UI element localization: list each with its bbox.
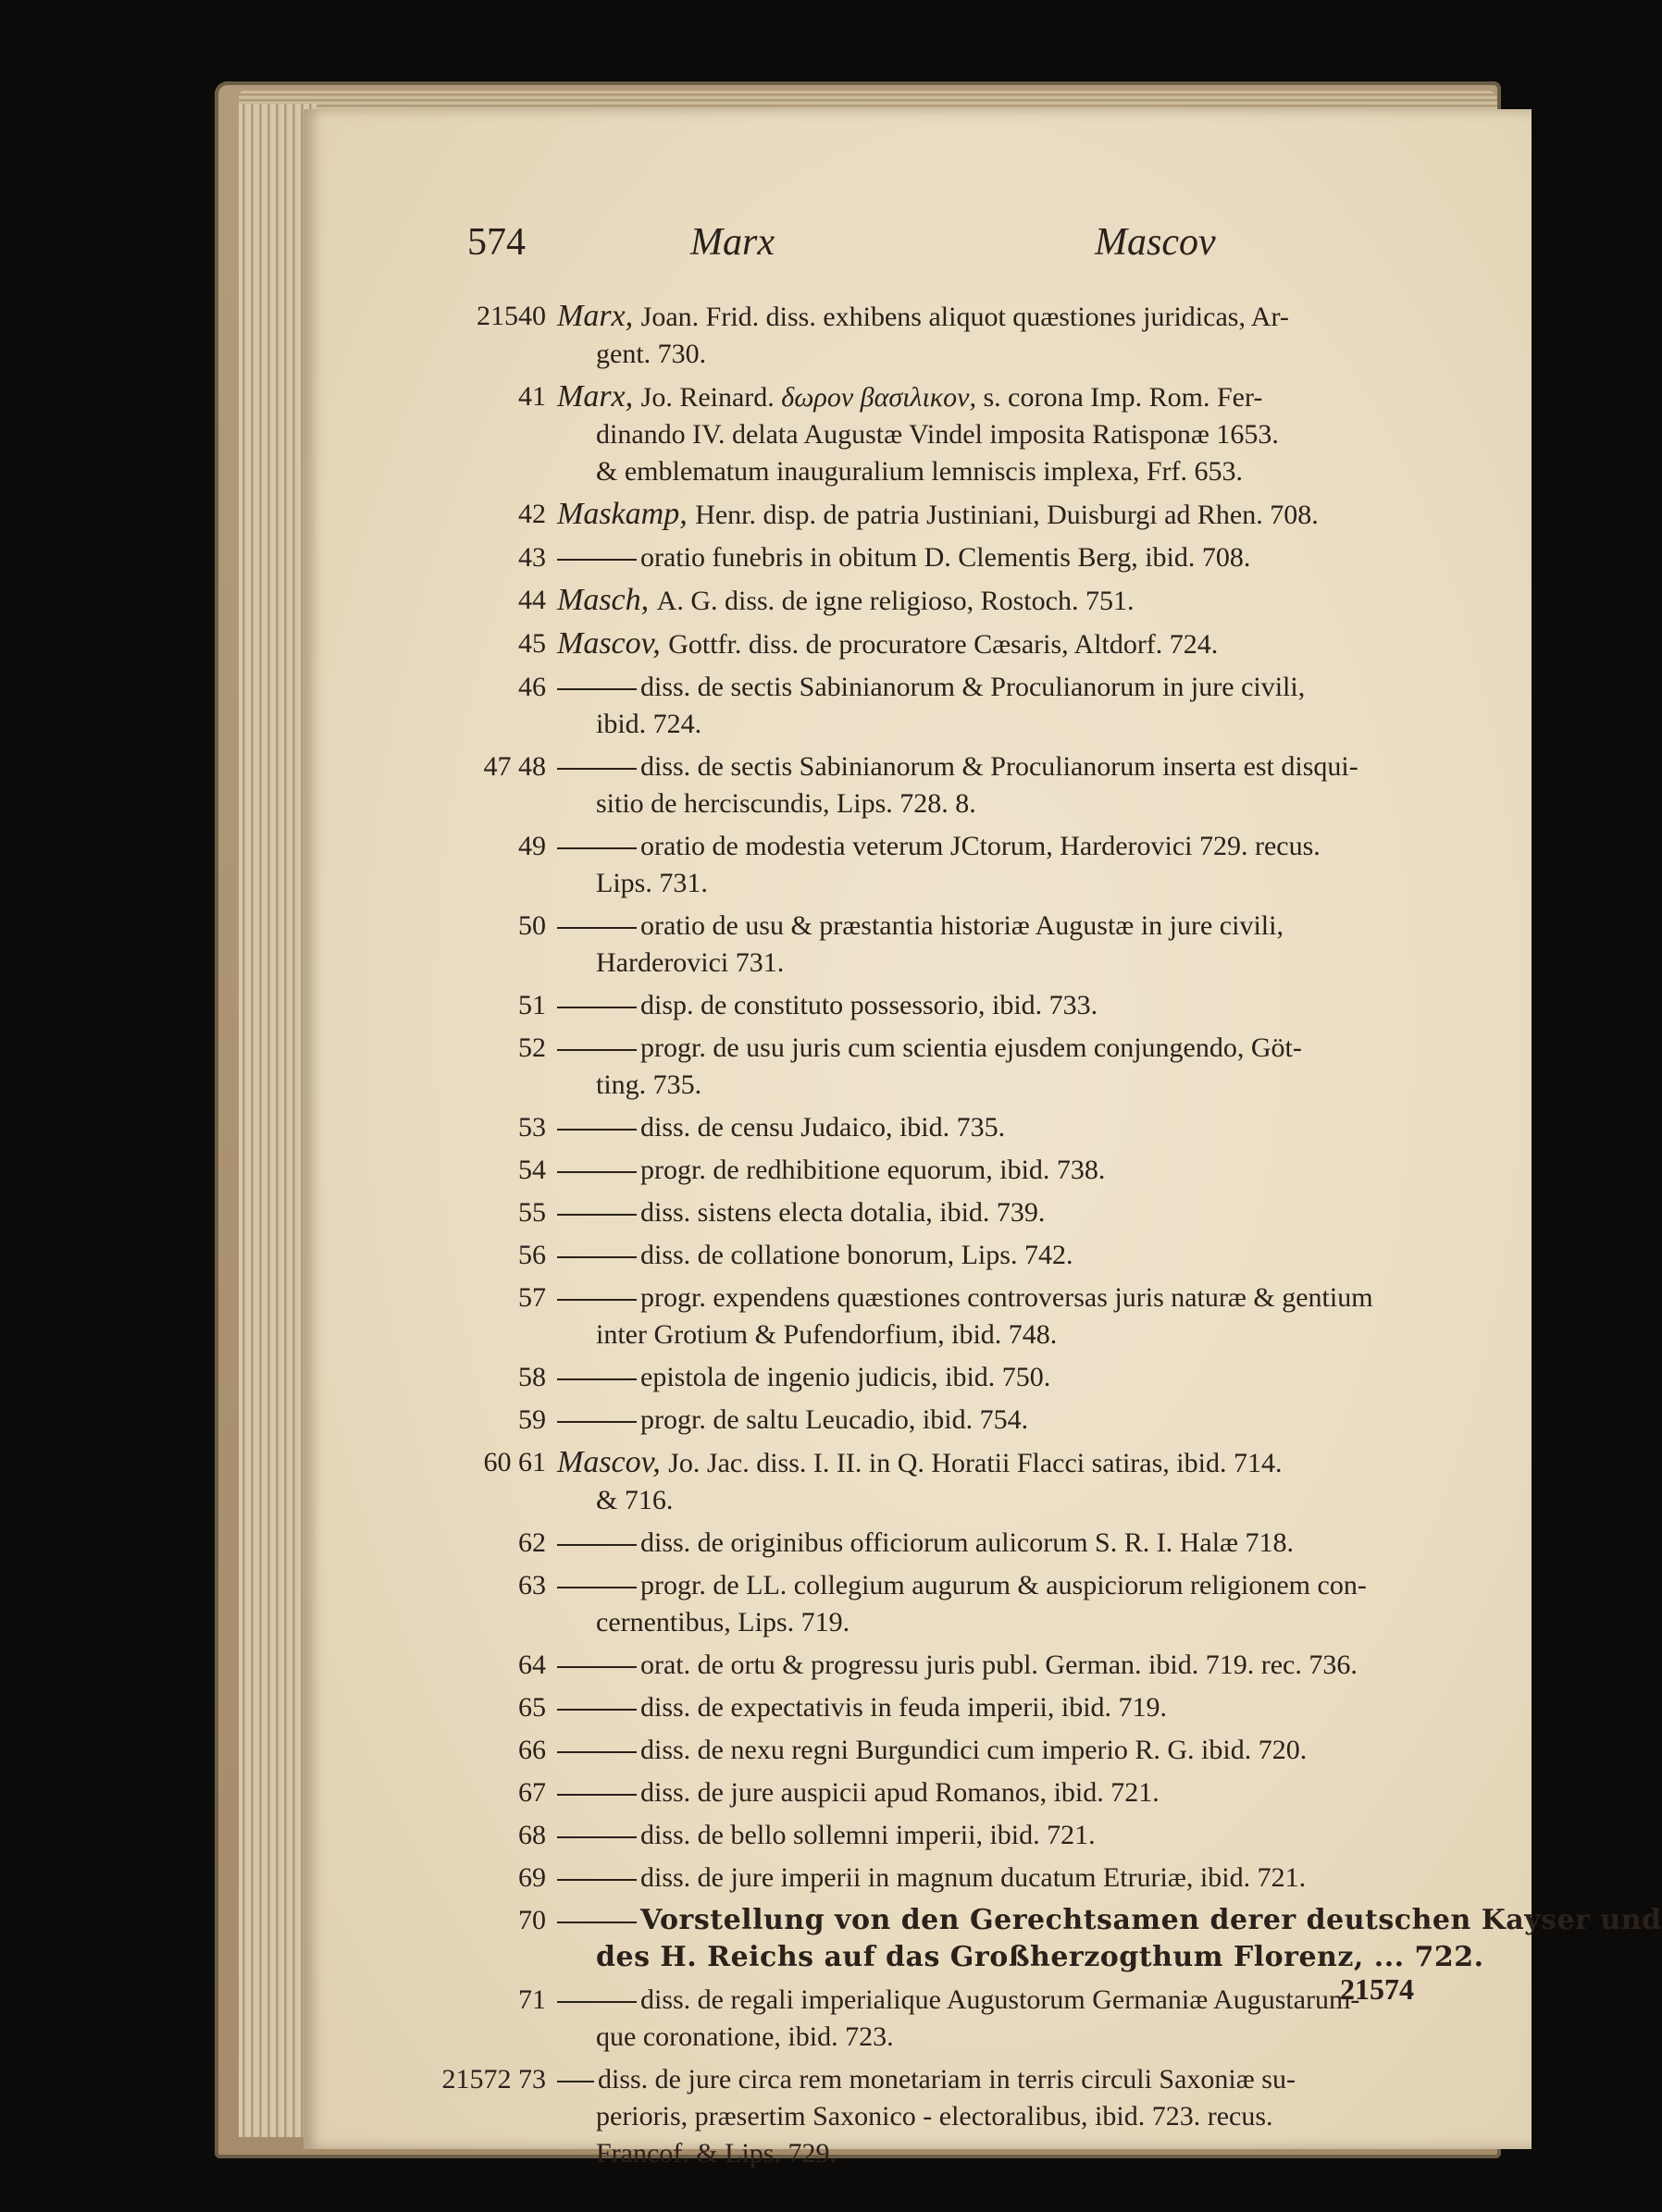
entry-first-line bbox=[557, 1152, 1471, 1189]
ditto-rule bbox=[557, 1007, 637, 1008]
entry-line-text: progr. de saltu Leucadio, ibid. 754. bbox=[640, 1404, 1029, 1435]
entry-text bbox=[557, 1689, 1471, 1726]
entry-line-text: & 716. bbox=[596, 1485, 674, 1515]
entry-text bbox=[557, 539, 1471, 576]
entry-first-line bbox=[557, 828, 1471, 865]
catchword: 21574 bbox=[1340, 1972, 1414, 2006]
entry-number: 70 bbox=[518, 1905, 546, 1935]
ditto-rule bbox=[557, 847, 637, 849]
entry-text bbox=[557, 1030, 1471, 1104]
right-head-word: Mascov bbox=[1095, 221, 1216, 264]
entry-continuation-line bbox=[557, 2135, 1471, 2172]
entry-text bbox=[557, 1279, 1471, 1353]
entry-line-text: epistola de ingenio judicis, ibid. 750. bbox=[640, 1362, 1051, 1392]
entry-text bbox=[557, 1982, 1471, 2056]
entry-line-text: dinando IV. delata Augustæ Vindel imposita Ratisponæ 1653. bbox=[596, 419, 1279, 450]
bibliography-entry bbox=[435, 1030, 1471, 1104]
author-name: Mascov, bbox=[557, 626, 669, 661]
entry-number: 62 bbox=[518, 1527, 546, 1558]
entry-continuation-line bbox=[557, 865, 1471, 902]
entry-text bbox=[557, 748, 1471, 822]
entry-first-line bbox=[557, 1109, 1471, 1146]
ditto-rule bbox=[557, 1922, 637, 1923]
page-top-edges bbox=[239, 91, 1497, 111]
left-head-word: Marx bbox=[690, 221, 775, 264]
entry-line-text: Jo. Jac. diss. I. II. in Q. Horatii Flacci satiras, ibid. 714. bbox=[668, 1448, 1283, 1478]
entry-first-line bbox=[557, 378, 1471, 416]
entry-continuation-line bbox=[557, 1604, 1471, 1641]
entry-text bbox=[557, 1237, 1471, 1274]
entry-first-line bbox=[557, 669, 1471, 706]
entry-number: 56 bbox=[518, 1240, 546, 1270]
entry-number: 54 bbox=[518, 1155, 546, 1185]
entry-text bbox=[557, 908, 1471, 982]
entry-line-text: progr. expendens quæstiones controversas juris naturæ & gentium bbox=[640, 1282, 1373, 1313]
entry-line-text: des H. Reichs auf das Großherzogthum Florenz, ... 722. bbox=[596, 1941, 1484, 1973]
entry-line-text: diss. de sectis Sabinianorum & Proculianorum inserta est disqui- bbox=[640, 751, 1358, 782]
entry-line-text: diss. de nexu regni Burgundici cum imperio R. G. ibid. 720. bbox=[640, 1735, 1308, 1765]
bibliography-entry bbox=[435, 625, 1471, 663]
bibliography-entry bbox=[435, 908, 1471, 982]
bibliography-entry bbox=[435, 1732, 1471, 1769]
entry-first-line bbox=[557, 539, 1471, 576]
ditto-rule bbox=[557, 1299, 637, 1301]
entry-line-text: ting. 735. bbox=[596, 1069, 702, 1100]
entry-first-line bbox=[557, 1237, 1471, 1274]
entry-text bbox=[557, 1359, 1471, 1396]
ditto-rule bbox=[557, 1256, 637, 1258]
entry-number: 57 bbox=[518, 1282, 546, 1313]
bibliography-entry bbox=[435, 669, 1471, 743]
ditto-rule bbox=[557, 1587, 637, 1588]
entry-number: 53 bbox=[518, 1112, 546, 1143]
entry-number: 51 bbox=[518, 990, 546, 1020]
entry-line-text: oratio funebris in obitum D. Clementis Berg, ibid. 708. bbox=[640, 542, 1251, 573]
bibliography-entry bbox=[435, 539, 1471, 576]
entry-continuation-line bbox=[557, 945, 1471, 982]
entry-number: 44 bbox=[518, 585, 546, 615]
entry-line-text: Joan. Frid. diss. exhibens aliquot quæstiones juridicas, Ar- bbox=[640, 302, 1289, 332]
entry-text bbox=[557, 1444, 1471, 1519]
bibliography-entry bbox=[435, 1194, 1471, 1231]
entry-number: 21572 73 bbox=[441, 2064, 546, 2095]
entry-text bbox=[557, 1152, 1471, 1189]
entry-number: 49 bbox=[518, 831, 546, 861]
bibliography-entry bbox=[435, 1359, 1471, 1396]
entry-line-text: Lips. 731. bbox=[596, 868, 708, 898]
ditto-rule bbox=[557, 1836, 637, 1838]
ditto-rule bbox=[557, 927, 637, 929]
entry-number: 55 bbox=[518, 1197, 546, 1228]
ditto-rule bbox=[557, 688, 637, 690]
entry-text bbox=[557, 1902, 1662, 1976]
entry-text bbox=[557, 625, 1471, 663]
entry-number: 45 bbox=[518, 628, 546, 659]
entry-continuation-line bbox=[557, 706, 1471, 743]
entry-text bbox=[557, 1817, 1471, 1854]
entry-number: 58 bbox=[518, 1362, 546, 1392]
bibliography-entry bbox=[435, 748, 1471, 822]
entry-text bbox=[557, 1647, 1471, 1684]
bibliography-entry bbox=[435, 1525, 1471, 1562]
running-head bbox=[0, 220, 1580, 276]
entry-number: 64 bbox=[518, 1650, 546, 1680]
ditto-rule bbox=[557, 1421, 637, 1423]
bibliography-entry bbox=[435, 1109, 1471, 1146]
ditto-rule bbox=[557, 1544, 637, 1546]
entry-first-line bbox=[557, 1359, 1471, 1396]
entry-line-text: diss. de jure imperii in magnum ducatum Etruriæ, ibid. 721. bbox=[640, 1862, 1307, 1893]
entry-line-text: A. G. diss. de igne religioso, Rostoch. 751. bbox=[656, 586, 1135, 616]
entry-text bbox=[557, 1774, 1471, 1811]
entry-text bbox=[557, 298, 1471, 373]
entry-line-text: diss. de jure circa rem monetariam in terris circuli Saxoniæ su- bbox=[598, 2064, 1296, 2095]
entry-number: 69 bbox=[518, 1862, 546, 1893]
ditto-rule bbox=[557, 768, 637, 770]
entry-continuation-line bbox=[557, 416, 1471, 453]
ditto-rule bbox=[557, 1378, 637, 1380]
entry-line-text: cernentibus, Lips. 719. bbox=[596, 1607, 850, 1637]
entry-first-line bbox=[557, 1860, 1471, 1897]
entry-line-text: Henr. disp. de patria Justiniani, Duisburgi ad Rhen. 708. bbox=[695, 500, 1319, 530]
ditto-rule bbox=[557, 1666, 637, 1668]
bibliography-entry bbox=[435, 828, 1471, 902]
entry-line-text: Francof. & Lips. 729. bbox=[596, 2138, 837, 2169]
entry-line-text: & emblematum inauguralium lemniscis implexa, Frf. 653. bbox=[596, 456, 1244, 487]
entry-line-text: perioris, præsertim Saxonico - electoralibus, ibid. 723. recus. bbox=[596, 2101, 1273, 2132]
entry-first-line bbox=[557, 908, 1471, 945]
entry-number: 67 bbox=[518, 1777, 546, 1808]
entry-number: 47 48 bbox=[483, 751, 546, 782]
bibliography-entry bbox=[435, 1982, 1471, 2056]
entry-line-text: diss. de collatione bonorum, Lips. 742. bbox=[640, 1240, 1073, 1270]
entry-line-text: progr. de LL. collegium augurum & auspiciorum religionem con- bbox=[640, 1570, 1367, 1600]
entry-first-line bbox=[557, 1732, 1471, 1769]
ditto-rule bbox=[557, 1214, 637, 1216]
bibliography-entry bbox=[435, 496, 1471, 534]
entry-text bbox=[557, 1567, 1471, 1641]
entry-first-line bbox=[557, 987, 1471, 1024]
ditto-rule bbox=[557, 2081, 594, 2082]
entry-first-line bbox=[557, 2061, 1471, 2098]
entry-first-line bbox=[557, 1030, 1471, 1067]
ditto-rule bbox=[557, 1709, 637, 1711]
entry-line-text: Vorstellung von den Gerechtsamen derer deutschen Kayser und bbox=[640, 1904, 1662, 1936]
entry-number: 43 bbox=[518, 542, 546, 573]
entry-text bbox=[557, 669, 1471, 743]
entry-first-line bbox=[557, 1279, 1471, 1316]
entry-first-line bbox=[557, 1774, 1471, 1811]
bibliography-list bbox=[435, 298, 1662, 2178]
entry-number: 52 bbox=[518, 1032, 546, 1063]
author-name: Masch, bbox=[557, 583, 657, 617]
bibliography-entry bbox=[435, 2061, 1471, 2172]
author-name: Marx, bbox=[557, 379, 641, 414]
bibliography-entry bbox=[435, 1444, 1471, 1519]
entry-text bbox=[557, 1194, 1471, 1231]
bibliography-entry bbox=[435, 1152, 1471, 1189]
entry-first-line bbox=[557, 1982, 1471, 2019]
entry-line-text: progr. de usu juris cum scientia ejusdem conjungendo, Göt- bbox=[640, 1032, 1302, 1063]
entry-first-line bbox=[557, 1194, 1471, 1231]
entry-first-line bbox=[557, 1902, 1662, 1939]
bibliography-entry bbox=[435, 378, 1471, 490]
entry-line-text: ibid. 724. bbox=[596, 709, 702, 739]
ditto-rule bbox=[557, 559, 637, 561]
bibliography-entry bbox=[435, 1902, 1662, 1976]
entry-text bbox=[557, 496, 1471, 534]
entry-first-line bbox=[557, 748, 1471, 785]
entry-number: 71 bbox=[518, 1984, 546, 2015]
entry-first-line bbox=[557, 1444, 1471, 1482]
ditto-rule bbox=[557, 1129, 637, 1131]
entry-number: 60 61 bbox=[483, 1447, 546, 1477]
entry-line-text: diss. de censu Judaico, ibid. 735. bbox=[640, 1112, 1006, 1143]
entry-first-line bbox=[557, 582, 1471, 620]
bibliography-entry bbox=[435, 582, 1471, 620]
entry-line-text: progr. de redhibitione equorum, ibid. 738. bbox=[640, 1155, 1106, 1185]
entry-first-line bbox=[557, 1402, 1471, 1439]
entry-line-text: gent. 730. bbox=[596, 339, 707, 369]
bibliography-entry bbox=[435, 1279, 1471, 1353]
entry-continuation-line bbox=[557, 1939, 1484, 1976]
entry-line-text: Jo. Reinard. bbox=[640, 382, 775, 413]
entry-text bbox=[557, 1109, 1471, 1146]
entry-text bbox=[557, 582, 1471, 620]
author-name: Mascov, bbox=[557, 1445, 669, 1479]
ditto-rule bbox=[557, 1171, 637, 1173]
bibliography-entry bbox=[435, 1817, 1471, 1854]
entry-number: 63 bbox=[518, 1570, 546, 1600]
entry-line-text: diss. de bello sollemni imperii, ibid. 721. bbox=[640, 1820, 1096, 1850]
entry-first-line bbox=[557, 1567, 1471, 1604]
entry-continuation-line bbox=[557, 336, 1471, 373]
entry-number: 68 bbox=[518, 1820, 546, 1850]
entry-line-text: diss. de originibus officiorum aulicorum S. R. I. Halæ 718. bbox=[640, 1527, 1295, 1558]
bibliography-entry bbox=[435, 1860, 1471, 1897]
bibliography-entry bbox=[435, 1647, 1471, 1684]
bibliography-entry bbox=[435, 987, 1471, 1024]
entry-number: 50 bbox=[518, 910, 546, 941]
entry-text bbox=[557, 1732, 1471, 1769]
entry-continuation-line bbox=[557, 1316, 1471, 1353]
entry-number: 41 bbox=[518, 381, 546, 412]
entry-line-text: s. corona Imp. Rom. Fer- bbox=[983, 382, 1263, 413]
entry-text bbox=[557, 1525, 1471, 1562]
entry-first-line bbox=[557, 1817, 1471, 1854]
entry-line-text: que coronatione, ibid. 723. bbox=[596, 2021, 894, 2052]
entry-line-text: diss. de regali imperialique Augustorum Germaniæ Augustarum- bbox=[640, 1984, 1360, 2015]
entry-continuation-line bbox=[557, 1482, 1471, 1519]
entry-line-text: inter Grotium & Pufendorfium, ibid. 748. bbox=[596, 1319, 1058, 1350]
ditto-rule bbox=[557, 1751, 637, 1753]
entry-first-line bbox=[557, 298, 1471, 336]
entry-line-text: sitio de herciscundis, Lips. 728. 8. bbox=[596, 788, 976, 819]
entry-line-text: oratio de usu & præstantia historiæ Augustæ in jure civili, bbox=[640, 910, 1284, 941]
entry-text bbox=[557, 828, 1471, 902]
entry-text bbox=[557, 2061, 1471, 2172]
ditto-rule bbox=[557, 2001, 637, 2003]
entry-number: 46 bbox=[518, 672, 546, 702]
entry-line-text: Gottfr. diss. de procuratore Cæsaris, Altdorf. 724. bbox=[668, 629, 1219, 660]
entry-text bbox=[557, 1860, 1471, 1897]
ditto-rule bbox=[557, 1879, 637, 1881]
entry-text bbox=[557, 1402, 1471, 1439]
entry-line-text: diss. sistens electa dotalia, ibid. 739. bbox=[640, 1197, 1046, 1228]
page-number: 574 bbox=[467, 221, 526, 264]
entry-continuation-line bbox=[557, 1067, 1471, 1104]
bibliography-entry bbox=[435, 1689, 1471, 1726]
entry-text bbox=[557, 987, 1471, 1024]
entry-continuation-line bbox=[557, 2098, 1471, 2135]
bibliography-entry bbox=[435, 1402, 1471, 1439]
entry-number: 65 bbox=[518, 1692, 546, 1723]
entry-continuation-line bbox=[557, 785, 1471, 822]
bibliography-entry bbox=[435, 1774, 1471, 1811]
entry-line-text: diss. de jure auspicii apud Romanos, ibid. 721. bbox=[640, 1777, 1160, 1808]
entry-continuation-line bbox=[557, 453, 1471, 490]
author-name: Maskamp, bbox=[557, 497, 696, 531]
entry-first-line bbox=[557, 496, 1471, 534]
entry-first-line bbox=[557, 625, 1471, 663]
entry-text bbox=[557, 378, 1471, 490]
greek-title: δωρον βασιλικον, bbox=[774, 382, 984, 413]
entry-line-text: diss. de expectativis in feuda imperii, ibid. 719. bbox=[640, 1692, 1168, 1723]
entry-line-text: oratio de modestia veterum JCtorum, Harderovici 729. recus. bbox=[640, 831, 1321, 861]
entry-number: 21540 bbox=[477, 301, 546, 331]
entry-first-line bbox=[557, 1647, 1471, 1684]
bibliography-entry bbox=[435, 1237, 1471, 1274]
entry-number: 42 bbox=[518, 499, 546, 529]
ditto-rule bbox=[557, 1049, 637, 1051]
entry-number: 59 bbox=[518, 1404, 546, 1435]
ditto-rule bbox=[557, 1794, 637, 1796]
bibliography-entry bbox=[435, 1567, 1471, 1641]
entry-line-text: diss. de sectis Sabinianorum & Proculianorum in jure civili, bbox=[640, 672, 1306, 702]
entry-line-text: orat. de ortu & progressu juris publ. German. ibid. 719. rec. 736. bbox=[640, 1650, 1358, 1680]
entry-first-line bbox=[557, 1689, 1471, 1726]
entry-first-line bbox=[557, 1525, 1471, 1562]
entry-continuation-line bbox=[557, 2019, 1471, 2056]
entry-line-text: disp. de constituto possessorio, ibid. 733. bbox=[640, 990, 1098, 1020]
entry-line-text: Harderovici 731. bbox=[596, 947, 785, 978]
bibliography-entry bbox=[435, 298, 1471, 373]
author-name: Marx, bbox=[557, 299, 641, 333]
entry-number: 66 bbox=[518, 1735, 546, 1765]
